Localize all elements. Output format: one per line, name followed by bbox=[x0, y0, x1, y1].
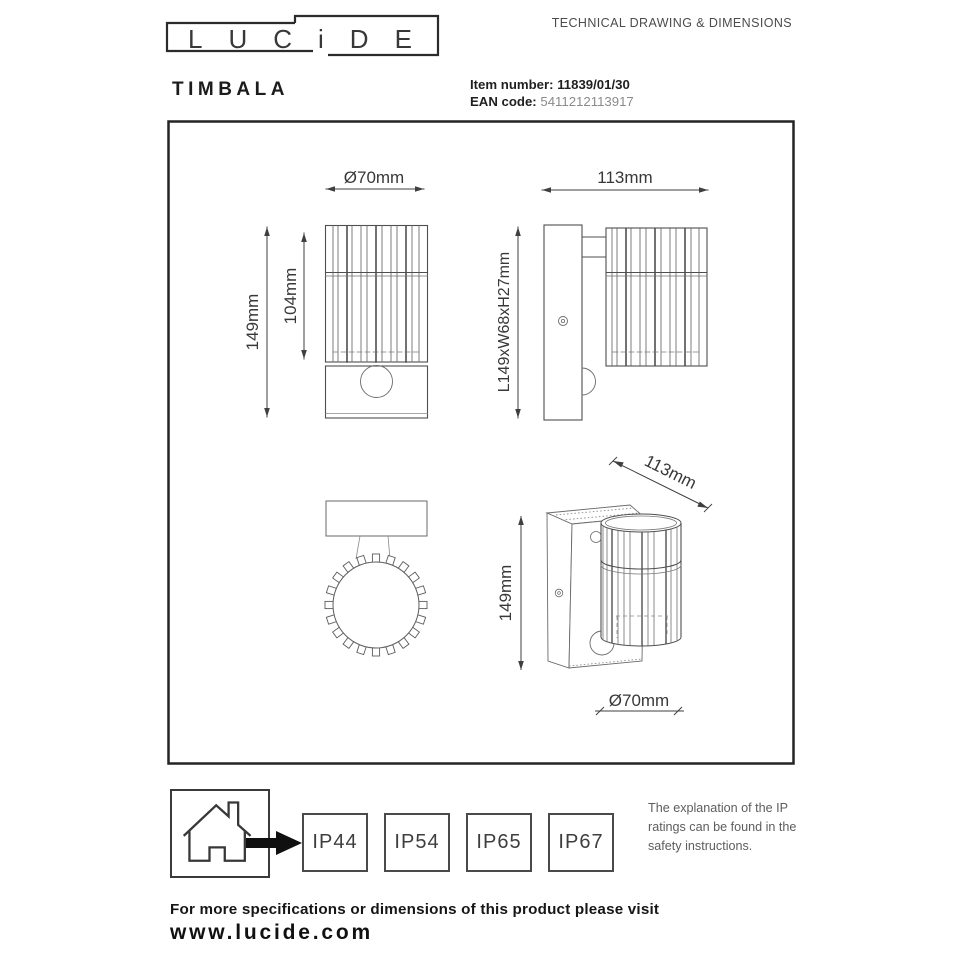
dimension-label: 113mm bbox=[597, 168, 653, 187]
item-info-block bbox=[470, 77, 634, 110]
ip-note: The explanation of the IP ratings can be found in the safety instructions. bbox=[648, 801, 797, 853]
side-view-drawing bbox=[496, 168, 708, 420]
dimension-label: Ø70mm bbox=[608, 691, 670, 710]
sensor-bulge bbox=[582, 368, 596, 395]
item-number-label: Item number: bbox=[470, 77, 554, 92]
doc-title: TECHNICAL DRAWING & DIMENSIONS bbox=[551, 16, 792, 30]
product-name: TIMBALA bbox=[172, 79, 289, 100]
footer-website: www.lucide.com bbox=[170, 921, 373, 944]
top-view-drawing bbox=[325, 501, 427, 656]
item-number-row bbox=[470, 77, 634, 94]
logo-letters: LUCiDE bbox=[188, 24, 438, 54]
dimension-label: 149mm bbox=[243, 293, 262, 351]
dimension-label: 113mm bbox=[641, 451, 700, 493]
perspective-view-drawing bbox=[496, 451, 712, 715]
sheet-border bbox=[169, 122, 794, 764]
ip-rating-badge: IP54 bbox=[384, 813, 450, 872]
dimension-label: 104mm bbox=[281, 267, 300, 325]
ean-label: EAN code: bbox=[470, 93, 537, 109]
ip-rating-badge: IP44 bbox=[302, 813, 368, 872]
footer-text: For more specifications or dimensions of this product please visit bbox=[170, 901, 660, 918]
dimension-label: L149xW68xH27mm bbox=[496, 251, 513, 393]
ean-value: 5411212113917 bbox=[540, 93, 634, 109]
shade-top-circle bbox=[333, 562, 419, 648]
dimension-label: Ø70mm bbox=[343, 168, 405, 187]
arrow-icon bbox=[246, 829, 304, 857]
ip-rating-badge: IP67 bbox=[548, 813, 614, 872]
technical-drawing-sheet bbox=[167, 120, 795, 765]
sensor-circle bbox=[361, 366, 393, 398]
front-view-drawing bbox=[243, 168, 428, 418]
ean-row bbox=[470, 94, 634, 111]
item-number-value: 11839/01/30 bbox=[557, 77, 630, 92]
dimension-label: 149mm bbox=[496, 564, 515, 622]
lucide-logo bbox=[160, 8, 450, 64]
ip-rating-badge: IP65 bbox=[466, 813, 532, 872]
